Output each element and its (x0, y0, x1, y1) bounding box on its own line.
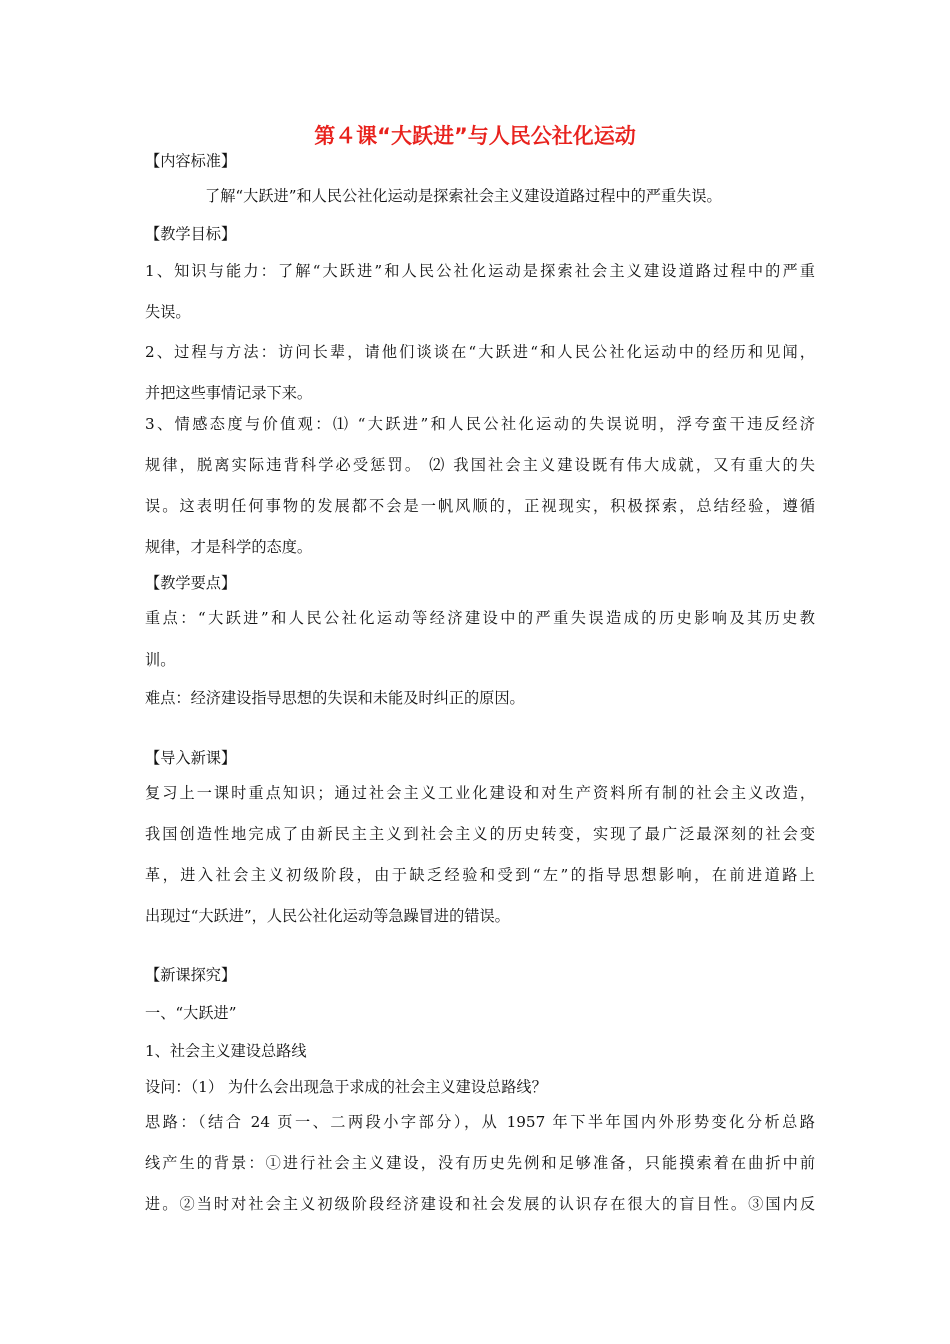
page-title: 第４课“大跃进”与人民公社化运动 (314, 124, 636, 148)
paragraph-line: 并把这些事情记录下来。 (145, 384, 313, 402)
paragraph-line: 误。这表明任何事物的发展都不会是一帆风顺的，正视现实，积极探索，总结经验，遵循 (145, 497, 815, 515)
subsection-heading: 一、“大跃进” (145, 1004, 237, 1022)
paragraph-line: 了解“大跃进”和人民公社化运动是探索社会主义建设道路过程中的严重失误。 (205, 187, 722, 205)
paragraph-line: 2、过程与方法：访问长辈，请他们谈谈在“大跃进“和人民公社化运动中的经历和见闻， (145, 343, 815, 361)
section-heading-teaching-goals: 【教学目标】 (145, 225, 237, 243)
paragraph-line: 线产生的背景：①进行社会主义建设，没有历史先例和足够准备，只能摸索着在曲折中前 (145, 1154, 815, 1172)
paragraph-line: 训。 (145, 651, 176, 669)
section-heading-new-lesson: 【新课探究】 (145, 966, 237, 984)
paragraph-line: 难点：经济建设指导思想的失误和未能及时纠正的原因。 (145, 689, 525, 707)
paragraph-line: 规律，脱离实际违背科学必受惩罚。 ⑵ 我国社会主义建设既有伟大成就，又有重大的失 (145, 456, 815, 474)
paragraph-line: 重点：“大跃进”和人民公社化运动等经济建设中的严重失误造成的历史影响及其历史教 (145, 609, 815, 627)
paragraph-line: 复习上一课时重点知识；通过社会主义工业化建设和对生产资料所有制的社会主义改造， (145, 784, 815, 802)
section-heading-teaching-points: 【教学要点】 (145, 574, 237, 592)
paragraph-line: 我国创造性地完成了由新民主主义到社会主义的历史转变，实现了最广泛最深刻的社会变 (145, 825, 815, 843)
paragraph-line: 革，进入社会主义初级阶段，由于缺乏经验和受到“左”的指导思想影响，在前进道路上 (145, 866, 815, 884)
paragraph-line: 思路：（结合 24 页一、二两段小字部分），从 1957 年下半年国内外形势变化分析总路 (145, 1113, 815, 1131)
paragraph-line: 规律，才是科学的态度。 (145, 538, 313, 556)
section-heading-content-standard: 【内容标准】 (145, 152, 237, 170)
paragraph-line: 3、情感态度与价值观：⑴ “大跃进”和人民公社化运动的失误说明，浮夸蛮干违反经济 (145, 415, 815, 433)
paragraph-line: 出现过“大跃进”，人民公社化运动等急躁冒进的错误。 (145, 907, 510, 925)
paragraph-line: 进。②当时对社会主义初级阶段经济建设和社会发展的认识存在很大的盲目性。③国内反 (145, 1195, 815, 1213)
section-heading-lesson-intro: 【导入新课】 (145, 749, 237, 767)
paragraph-line: 设问：（1） 为什么会出现急于求成的社会主义建设总路线？ (145, 1078, 547, 1096)
subsection-heading: 1、社会主义建设总路线 (145, 1042, 307, 1060)
paragraph-line: 失误。 (145, 303, 191, 321)
paragraph-line: 1、知识与能力：了解“大跃进”和人民公社化运动是探索社会主义建设道路过程中的严重 (145, 262, 815, 280)
